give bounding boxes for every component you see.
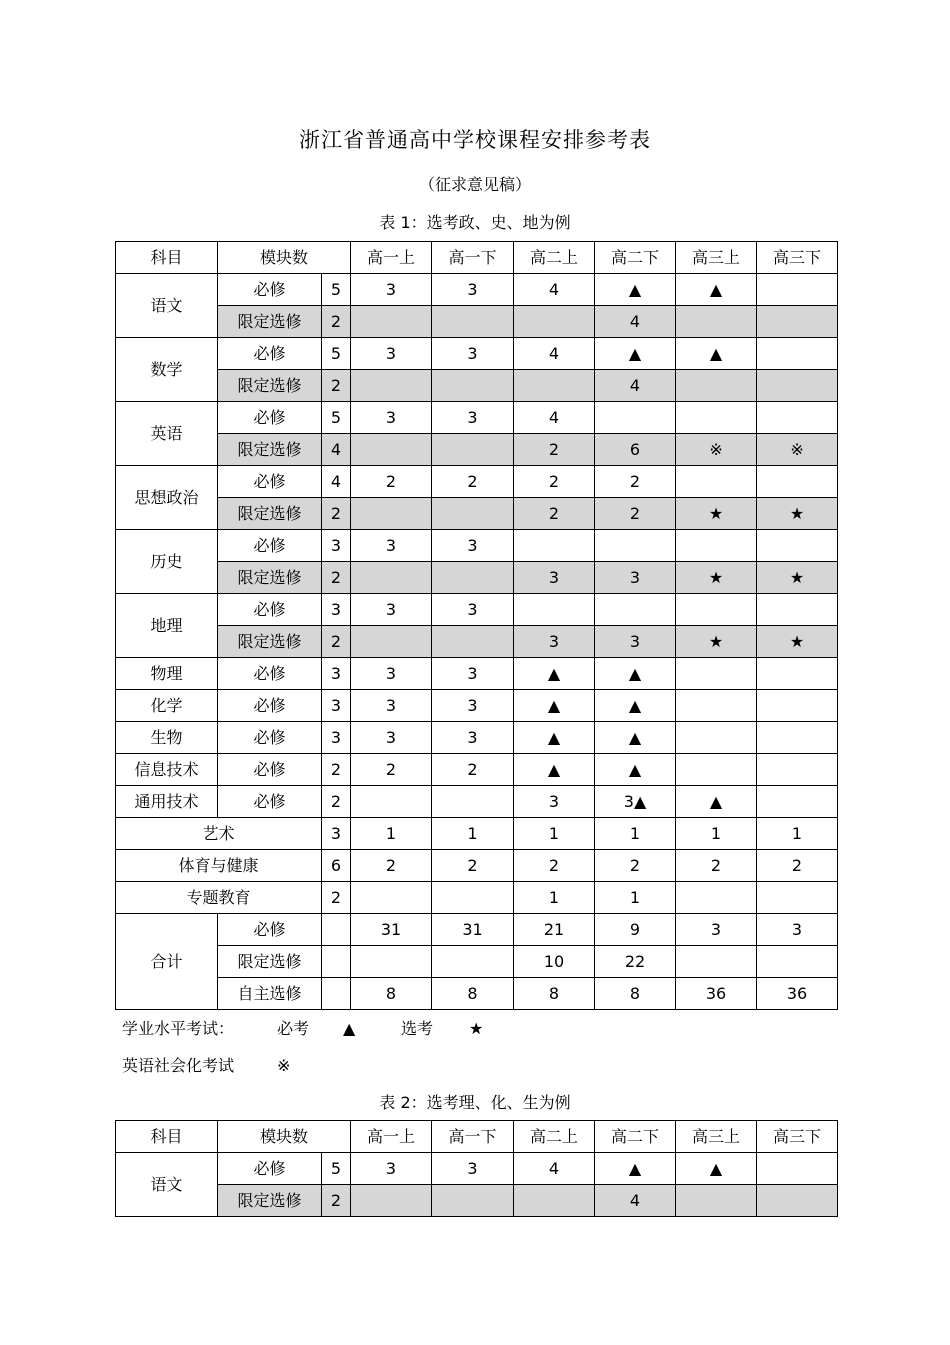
course-type-cell: 必修 (218, 914, 322, 946)
term-cell: ▲ (595, 338, 676, 370)
header-row (116, 242, 838, 274)
table2-caption: 表 2：选考理、化、生为例 (379, 1093, 571, 1112)
term-cell: 8 (514, 978, 595, 1010)
module-count-cell: 3 (322, 818, 351, 850)
total-label-cell: 合计 (116, 914, 218, 1010)
reference-mark-icon: ※ (277, 1056, 291, 1075)
subject-cell: 语文 (116, 274, 218, 338)
term-cell (351, 306, 432, 338)
course-type-cell: 限定选修 (218, 434, 322, 466)
term-cell (432, 306, 514, 338)
term-cell (757, 946, 838, 978)
term-cell (757, 690, 838, 722)
term-cell: 2 (351, 466, 432, 498)
term-cell: 3 (432, 690, 514, 722)
subject-cell: 专题教育 (116, 882, 322, 914)
module-count-cell: 2 (322, 306, 351, 338)
term-cell: 1 (757, 818, 838, 850)
term-cell: ▲ (676, 786, 757, 818)
table-row (116, 882, 838, 914)
legend-line-1 (122, 1016, 483, 1039)
term-cell: ▲ (595, 1153, 676, 1185)
table-row (116, 434, 838, 466)
header-term: 高二下 (595, 242, 676, 274)
module-count-cell: 2 (322, 882, 351, 914)
term-cell (757, 274, 838, 306)
term-cell: 1 (432, 818, 514, 850)
term-cell: ▲ (676, 1153, 757, 1185)
term-cell (432, 626, 514, 658)
course-type-cell: 必修 (218, 402, 322, 434)
legend-exam-label: 学业水平考试： (122, 1019, 235, 1038)
course-type-cell: 必修 (218, 1153, 322, 1185)
term-cell (757, 370, 838, 402)
module-count-cell: 3 (322, 530, 351, 562)
term-cell (757, 466, 838, 498)
term-cell: 4 (514, 402, 595, 434)
term-cell: 4 (514, 338, 595, 370)
module-count-cell: 4 (322, 434, 351, 466)
term-cell: 2 (432, 754, 514, 786)
term-cell (676, 722, 757, 754)
term-cell: 3 (595, 626, 676, 658)
term-cell: 3 (676, 914, 757, 946)
course-type-cell: 限定选修 (218, 562, 322, 594)
subject-cell: 历史 (116, 530, 218, 594)
term-cell: 3 (351, 658, 432, 690)
table-row (116, 690, 838, 722)
term-cell: 10 (514, 946, 595, 978)
term-cell (514, 306, 595, 338)
term-cell: 3 (432, 658, 514, 690)
subject-cell: 信息技术 (116, 754, 218, 786)
term-cell (351, 882, 432, 914)
page-title: 浙江省普通高中学校课程安排参考表 (299, 128, 651, 152)
module-count-cell: 5 (322, 338, 351, 370)
subject-cell: 物理 (116, 658, 218, 690)
triangle-icon: ▲ (343, 1019, 356, 1038)
term-cell: 3▲ (595, 786, 676, 818)
table-row (116, 370, 838, 402)
term-cell: 2 (514, 850, 595, 882)
term-cell: 3 (514, 626, 595, 658)
term-cell: ▲ (514, 658, 595, 690)
term-cell: ★ (757, 626, 838, 658)
total-row (116, 946, 838, 978)
term-cell (514, 594, 595, 626)
module-count-cell: 2 (322, 754, 351, 786)
header-term: 高一下 (432, 242, 514, 274)
table-row (116, 626, 838, 658)
term-cell (514, 1185, 595, 1217)
table-row (116, 658, 838, 690)
term-cell: 1 (595, 818, 676, 850)
term-cell (757, 1153, 838, 1185)
term-cell: ▲ (514, 754, 595, 786)
term-cell: ▲ (595, 690, 676, 722)
module-count-cell: 5 (322, 1153, 351, 1185)
course-type-cell: 必修 (218, 466, 322, 498)
term-cell: ★ (676, 562, 757, 594)
term-cell (351, 498, 432, 530)
term-cell: 3 (595, 562, 676, 594)
legend-elective-label: 选考 (401, 1019, 434, 1038)
course-type-cell: 限定选修 (218, 498, 322, 530)
header-term: 高一下 (432, 1121, 514, 1153)
page-subtitle: （征求意见稿） (418, 175, 531, 194)
table-row (116, 530, 838, 562)
term-cell: 36 (676, 978, 757, 1010)
module-count-cell: 3 (322, 594, 351, 626)
term-cell: 3 (351, 722, 432, 754)
table-row (116, 274, 838, 306)
module-count-cell: 5 (322, 274, 351, 306)
term-cell: ▲ (676, 274, 757, 306)
term-cell (676, 690, 757, 722)
header-term: 高一上 (351, 1121, 432, 1153)
term-cell: ▲ (595, 722, 676, 754)
term-cell: 3 (432, 722, 514, 754)
term-cell: 3 (432, 338, 514, 370)
subject-cell: 生物 (116, 722, 218, 754)
module-count-cell (322, 914, 351, 946)
table-row (116, 498, 838, 530)
table-row (116, 786, 838, 818)
term-cell: 22 (595, 946, 676, 978)
term-cell: 8 (351, 978, 432, 1010)
term-cell: 36 (757, 978, 838, 1010)
table-row (116, 562, 838, 594)
term-cell: 2 (514, 466, 595, 498)
subject-cell: 体育与健康 (116, 850, 322, 882)
term-cell (514, 370, 595, 402)
term-cell: 1 (676, 818, 757, 850)
term-cell: 2 (514, 434, 595, 466)
term-cell (757, 722, 838, 754)
module-count-cell: 2 (322, 1185, 351, 1217)
term-cell: 1 (595, 882, 676, 914)
module-count-cell: 3 (322, 722, 351, 754)
term-cell: ▲ (595, 754, 676, 786)
term-cell (757, 402, 838, 434)
term-cell: ★ (757, 562, 838, 594)
subject-cell: 通用技术 (116, 786, 218, 818)
table-row (116, 850, 838, 882)
term-cell (432, 562, 514, 594)
module-count-cell: 2 (322, 562, 351, 594)
total-row (116, 978, 838, 1010)
course-type-cell: 必修 (218, 754, 322, 786)
term-cell: 3 (757, 914, 838, 946)
subject-cell: 英语 (116, 402, 218, 466)
term-cell (676, 658, 757, 690)
module-count-cell: 2 (322, 626, 351, 658)
term-cell (432, 370, 514, 402)
table-row (116, 338, 838, 370)
term-cell: 3 (432, 530, 514, 562)
table-row (116, 594, 838, 626)
table-row (116, 754, 838, 786)
term-cell: ※ (676, 434, 757, 466)
term-cell (595, 530, 676, 562)
term-cell (676, 594, 757, 626)
header-term: 高三下 (757, 242, 838, 274)
term-cell: 3 (514, 786, 595, 818)
table-row (116, 818, 838, 850)
term-cell (676, 370, 757, 402)
term-cell: 31 (432, 914, 514, 946)
term-cell: ※ (757, 434, 838, 466)
term-cell (757, 1185, 838, 1217)
term-cell (676, 882, 757, 914)
term-cell (432, 498, 514, 530)
subject-cell: 数学 (116, 338, 218, 402)
course-type-cell: 必修 (218, 594, 322, 626)
term-cell (351, 370, 432, 402)
term-cell: ▲ (595, 274, 676, 306)
term-cell: ★ (676, 626, 757, 658)
table-row (116, 722, 838, 754)
term-cell (757, 658, 838, 690)
table1-course-schedule (115, 241, 838, 1010)
header-row (116, 1121, 838, 1153)
subject-cell: 艺术 (116, 818, 322, 850)
course-type-cell: 必修 (218, 530, 322, 562)
term-cell: 2 (432, 850, 514, 882)
term-cell (432, 786, 514, 818)
term-cell: ▲ (595, 658, 676, 690)
term-cell: 2 (676, 850, 757, 882)
header-term: 高一上 (351, 242, 432, 274)
module-count-cell: 3 (322, 690, 351, 722)
table1-caption: 表 1：选考政、史、地为例 (379, 213, 571, 232)
term-cell (757, 338, 838, 370)
term-cell: 2 (757, 850, 838, 882)
term-cell: 2 (595, 498, 676, 530)
course-type-cell: 必修 (218, 722, 322, 754)
term-cell: 4 (514, 274, 595, 306)
course-type-cell: 限定选修 (218, 370, 322, 402)
term-cell (432, 946, 514, 978)
term-cell (757, 306, 838, 338)
legend-required-label: 必考 (277, 1019, 310, 1038)
course-type-cell: 自主选修 (218, 978, 322, 1010)
term-cell (676, 1185, 757, 1217)
star-icon: ★ (469, 1019, 484, 1038)
term-cell: 3 (351, 690, 432, 722)
module-count-cell: 2 (322, 370, 351, 402)
subject-cell: 语文 (116, 1153, 218, 1217)
term-cell (676, 530, 757, 562)
course-type-cell: 限定选修 (218, 626, 322, 658)
header-term: 高三上 (676, 242, 757, 274)
subject-cell: 地理 (116, 594, 218, 658)
term-cell (432, 434, 514, 466)
term-cell: 3 (432, 594, 514, 626)
term-cell: 2 (432, 466, 514, 498)
term-cell (351, 946, 432, 978)
term-cell: 1 (351, 818, 432, 850)
term-cell: 1 (514, 882, 595, 914)
term-cell (676, 402, 757, 434)
header-term: 高三上 (676, 1121, 757, 1153)
term-cell: 2 (351, 754, 432, 786)
term-cell (676, 946, 757, 978)
term-cell: 4 (595, 1185, 676, 1217)
term-cell: 8 (595, 978, 676, 1010)
term-cell: 2 (514, 498, 595, 530)
term-cell: 4 (595, 306, 676, 338)
term-cell: 2 (351, 850, 432, 882)
term-cell (351, 434, 432, 466)
term-cell (514, 530, 595, 562)
term-cell: 3 (432, 274, 514, 306)
term-cell: 8 (432, 978, 514, 1010)
term-cell: 3 (351, 338, 432, 370)
table-row (116, 1153, 838, 1185)
course-type-cell: 必修 (218, 658, 322, 690)
term-cell (351, 626, 432, 658)
term-cell (432, 882, 514, 914)
term-cell (351, 786, 432, 818)
table-row (116, 306, 838, 338)
legend-line-2 (122, 1053, 290, 1076)
term-cell: 3 (351, 1153, 432, 1185)
term-cell: 21 (514, 914, 595, 946)
term-cell (595, 594, 676, 626)
term-cell (676, 466, 757, 498)
header-subject: 科目 (116, 1121, 218, 1153)
table2-course-schedule (115, 1120, 838, 1217)
term-cell: 3 (432, 402, 514, 434)
module-count-cell (322, 946, 351, 978)
course-type-cell: 必修 (218, 274, 322, 306)
term-cell: 3 (514, 562, 595, 594)
table-row (116, 1185, 838, 1217)
table-row (116, 466, 838, 498)
term-cell: 3 (432, 1153, 514, 1185)
header-term: 高二上 (514, 1121, 595, 1153)
module-count-cell: 2 (322, 498, 351, 530)
term-cell: 3 (351, 594, 432, 626)
subject-cell: 思想政治 (116, 466, 218, 530)
term-cell: 6 (595, 434, 676, 466)
term-cell: 3 (351, 274, 432, 306)
term-cell: ▲ (514, 690, 595, 722)
term-cell: 2 (595, 466, 676, 498)
course-type-cell: 限定选修 (218, 946, 322, 978)
course-type-cell: 限定选修 (218, 1185, 322, 1217)
module-count-cell: 3 (322, 658, 351, 690)
term-cell: 3 (351, 530, 432, 562)
header-term: 高二上 (514, 242, 595, 274)
course-type-cell: 限定选修 (218, 306, 322, 338)
term-cell (351, 1185, 432, 1217)
term-cell (432, 1185, 514, 1217)
term-cell (595, 402, 676, 434)
term-cell: 4 (514, 1153, 595, 1185)
total-row (116, 914, 838, 946)
header-term: 高二下 (595, 1121, 676, 1153)
term-cell (351, 562, 432, 594)
term-cell: 3 (351, 402, 432, 434)
term-cell (757, 594, 838, 626)
term-cell (757, 786, 838, 818)
header-modules: 模块数 (218, 242, 351, 274)
module-count-cell (322, 978, 351, 1010)
module-count-cell: 5 (322, 402, 351, 434)
term-cell: ▲ (676, 338, 757, 370)
term-cell: ★ (757, 498, 838, 530)
term-cell (757, 882, 838, 914)
term-cell: ▲ (514, 722, 595, 754)
table-row (116, 402, 838, 434)
course-type-cell: 必修 (218, 786, 322, 818)
module-count-cell: 4 (322, 466, 351, 498)
course-type-cell: 必修 (218, 690, 322, 722)
header-modules: 模块数 (218, 1121, 351, 1153)
term-cell: ★ (676, 498, 757, 530)
legend-english-exam-label: 英语社会化考试 (122, 1056, 235, 1075)
term-cell: 4 (595, 370, 676, 402)
term-cell (757, 530, 838, 562)
term-cell (676, 306, 757, 338)
header-term: 高三下 (757, 1121, 838, 1153)
term-cell (676, 754, 757, 786)
module-count-cell: 2 (322, 786, 351, 818)
term-cell: 31 (351, 914, 432, 946)
subject-cell: 化学 (116, 690, 218, 722)
term-cell (757, 754, 838, 786)
module-count-cell: 6 (322, 850, 351, 882)
course-type-cell: 必修 (218, 338, 322, 370)
term-cell: 9 (595, 914, 676, 946)
header-subject: 科目 (116, 242, 218, 274)
term-cell: 1 (514, 818, 595, 850)
term-cell: 2 (595, 850, 676, 882)
